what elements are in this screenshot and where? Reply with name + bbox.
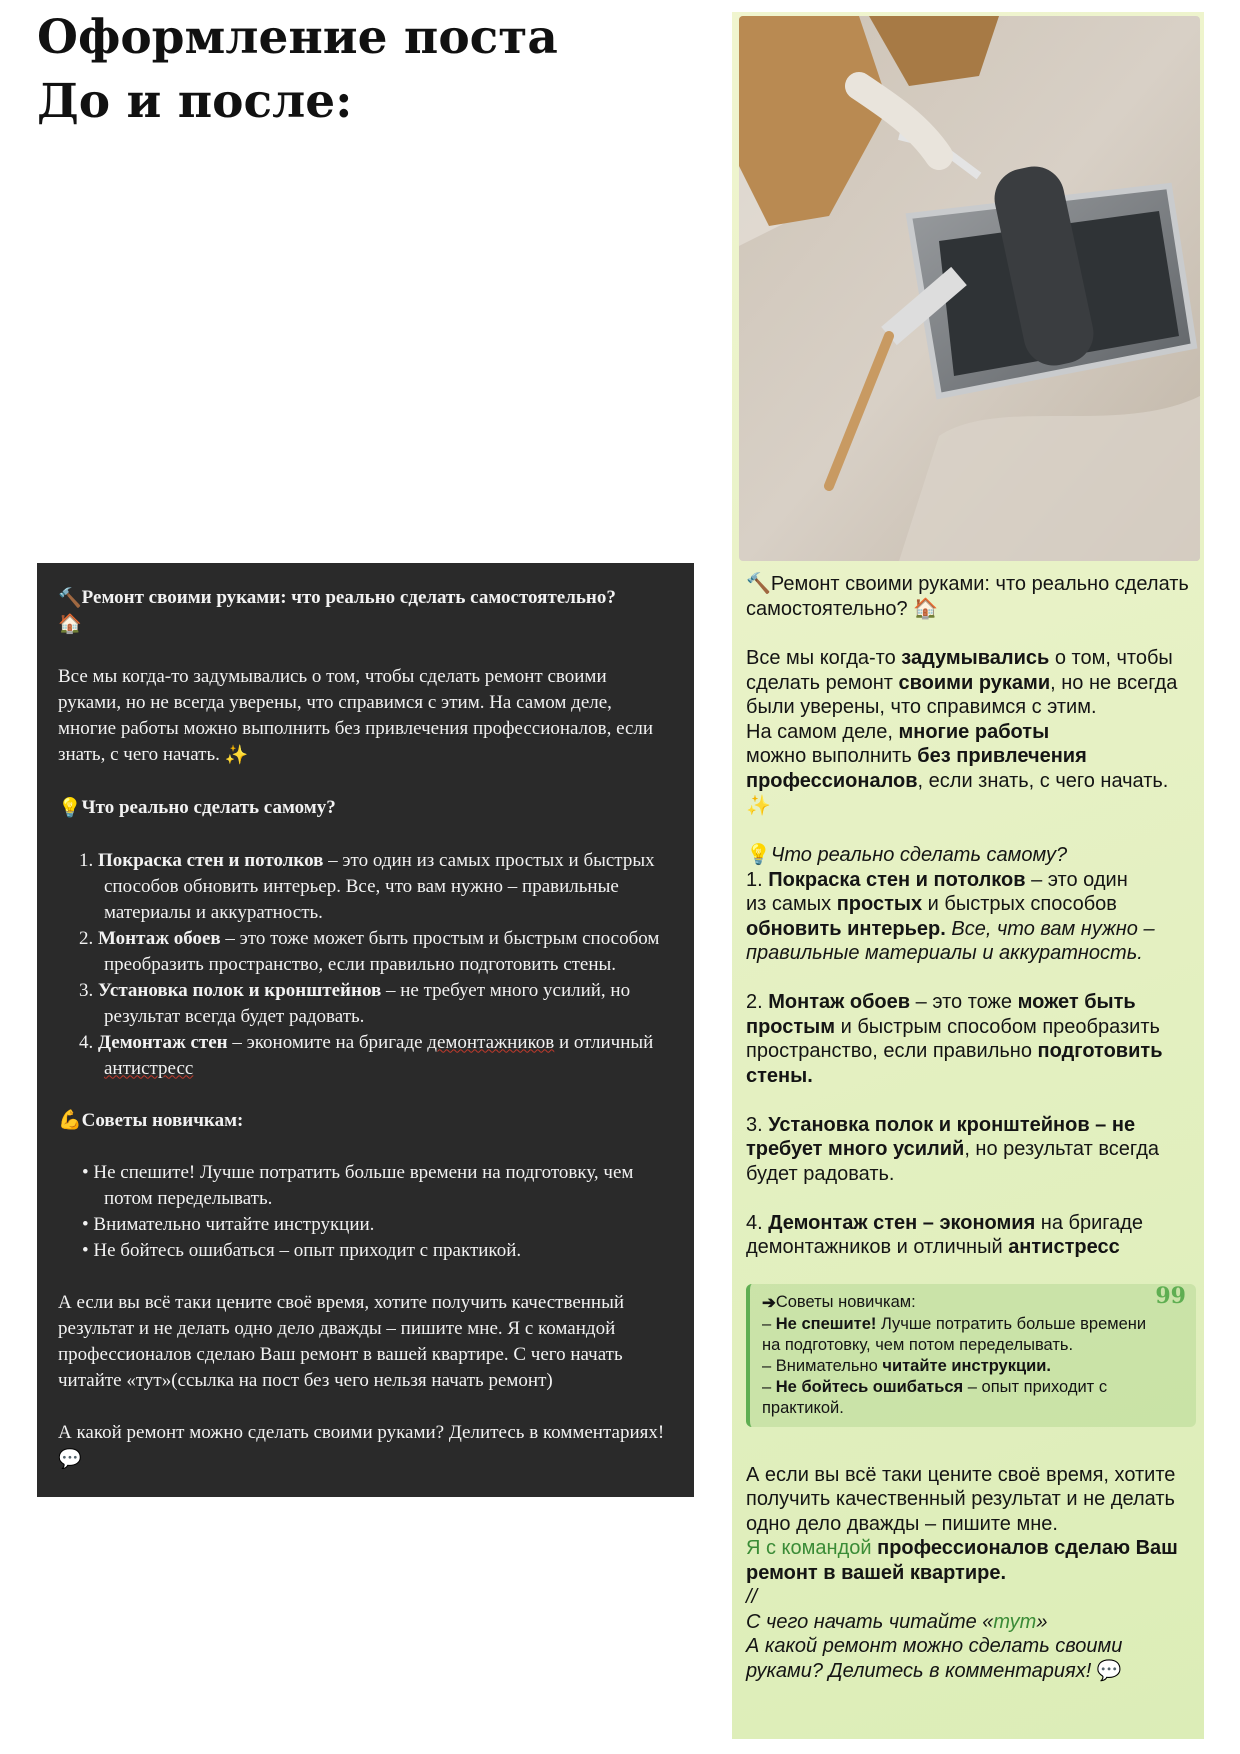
text-segment: С чего начать читайте «: [746, 1610, 994, 1633]
text-segment: – это один из самых простых и быстрых способов обновить интерьер. Все, что вам нужно – правильные материалы и аккуратность.: [104, 849, 655, 923]
paragraph: [746, 646, 1196, 818]
text-segment: Покраска стен и потолков: [98, 849, 324, 871]
title-line-1: Оформление поста: [37, 10, 558, 65]
text-segment: и быстрым способом преобразить пространство, если правильно: [746, 1015, 1160, 1063]
post-before: [37, 563, 694, 1497]
sparkles-icon: ✨: [746, 794, 771, 817]
text-segment: антистресс: [1008, 1236, 1120, 1259]
text-segment: Ремонт своими руками: что реально сделать самостоятельно?: [746, 573, 1189, 620]
text-segment: • Не спешите! Лучше потратить больше времени на подготовку, чем потом переделывать.: [82, 1162, 634, 1210]
text-segment: – не требует много усилий, но результат всегда будет радовать.: [104, 979, 631, 1027]
paragraph: [58, 1420, 674, 1473]
paragraph: [58, 1290, 674, 1394]
text-segment: Что реально сделать самому?: [770, 843, 1068, 866]
paragraph: [58, 585, 674, 638]
text-segment: , если знать, с чего начать.: [917, 769, 1169, 792]
paragraph: [746, 1113, 1196, 1187]
text-segment: –: [762, 1314, 776, 1333]
lightbulb-icon: 💡: [58, 797, 82, 819]
post-after: [732, 12, 1204, 1739]
text-segment: 1.: [746, 868, 769, 891]
text-segment: Не бойтесь ошибаться: [775, 1377, 964, 1396]
paragraph: [746, 1463, 1196, 1684]
text-segment: А какой ремонт можно сделать своими руками? Делитесь в комментариях!: [58, 1422, 665, 1444]
text-segment: своими руками: [898, 671, 1051, 694]
text-segment: 3.: [79, 979, 98, 1001]
text-segment: Демонтаж стен – экономия: [768, 1211, 1036, 1234]
text-segment: Все, что вам нужно – правильные материалы и аккуратность.: [746, 917, 1155, 965]
paragraph: [746, 572, 1196, 622]
text-segment: , но не всегда были уверены, что справимся с этим.: [746, 671, 1178, 719]
text-segment: можно выполнить: [746, 745, 918, 768]
text-segment: 3.: [746, 1113, 769, 1136]
text-segment: может быть простым: [746, 991, 1136, 1038]
text-segment: Советы новичкам:: [81, 1109, 244, 1131]
text-segment: на бригаде демонтажников и отличный: [746, 1211, 1144, 1259]
list-item: [58, 1212, 674, 1238]
text-segment: – экономите на бригаде: [227, 1031, 428, 1053]
speech-bubble-icon: 💬: [1096, 1659, 1122, 1682]
list-item: [58, 1030, 674, 1082]
text-segment: многие работы: [898, 720, 1050, 743]
text-segment: 4.: [79, 1031, 98, 1053]
text-segment: обновить интерьер.: [746, 917, 946, 940]
paragraph: [58, 795, 674, 822]
text-segment: и быстрых способов: [922, 893, 1117, 916]
text-segment: простых: [836, 893, 923, 916]
text-segment: о том, чтобы сделать ремонт: [746, 647, 1173, 694]
paragraph: [58, 1108, 674, 1135]
flexed-biceps-icon: 💪: [58, 1110, 82, 1132]
text-segment: подготовить стены.: [746, 1040, 1163, 1087]
text-segment: –: [762, 1377, 776, 1396]
page-title: [37, 6, 558, 134]
text-segment[interactable]: Я с командой: [746, 1537, 872, 1560]
sparkles-icon: ✨: [224, 744, 249, 766]
post-photo-paint-roller: [739, 16, 1200, 561]
text-segment: Лучше потратить больше времени на подготовку, чем потом переделывать.: [762, 1314, 1147, 1354]
text-segment: Все мы когда-то задумывались о том, чтобы сделать ремонт своими руками, но не всегда уверены, что справимся с этим. На самом деле, многие работы можно выполнить без привлечения профессионалов, если знать, с чего начать.: [58, 666, 654, 766]
text-segment: »: [1036, 1610, 1048, 1633]
text-segment: , но результат всегда будет радовать.: [746, 1138, 1160, 1185]
quote-mark-icon: 99: [1155, 1283, 1186, 1310]
text-segment: Покраска стен и потолков: [768, 868, 1026, 891]
hammer-icon: 🔨: [58, 587, 82, 609]
arrow-right-icon: ➔: [762, 1293, 776, 1312]
text-segment: Монтаж обоев: [768, 991, 911, 1014]
paragraph: [58, 664, 674, 769]
list-item: [58, 978, 674, 1030]
text-segment: без привлечения профессионалов: [746, 745, 1087, 792]
text-segment: 2.: [746, 991, 769, 1014]
text-segment: • Внимательно читайте инструкции.: [82, 1214, 375, 1236]
hammer-icon: 🔨: [746, 573, 771, 596]
text-segment: На самом деле,: [746, 720, 899, 743]
house-icon: 🏠: [58, 614, 82, 636]
text-segment: Советы новичкам:: [775, 1293, 916, 1312]
text-segment: читайте инструкции.: [882, 1356, 1052, 1375]
speech-bubble-icon: 💬: [58, 1448, 82, 1470]
paragraph: [746, 843, 1196, 966]
text-segment: демонтажников: [427, 1031, 555, 1053]
paragraph: [746, 1211, 1196, 1260]
text-segment: Демонтаж стен: [98, 1031, 228, 1053]
text-segment: А если вы всё таки цените своё время, хотите получить качественный результат и не делать одно дело дважды – пишите мне.: [746, 1463, 1176, 1535]
text-segment: Монтаж обоев: [98, 927, 221, 949]
text-segment[interactable]: тут: [993, 1610, 1037, 1633]
bullet-list: [58, 1160, 674, 1264]
text-segment: 4.: [746, 1211, 769, 1234]
text-segment: антистресс: [104, 1057, 194, 1079]
tips-blockquote: [746, 1284, 1196, 1426]
text-segment: – это тоже: [910, 991, 1018, 1014]
house-icon: 🏠: [913, 598, 939, 621]
paragraph: [746, 966, 1196, 991]
text-segment: Ремонт своими руками: что реально сделать самостоятельно?: [81, 587, 616, 608]
list-item: [58, 1238, 674, 1264]
text-segment: – опыт приходит с практикой.: [762, 1377, 1108, 1417]
post-after-text: [746, 572, 1196, 1683]
text-segment: профессионалов сделаю Ваш ремонт в вашей квартире.: [746, 1537, 1178, 1584]
list-item: [58, 1160, 674, 1212]
text-segment: А если вы всё таки цените своё время, хотите получить качественный результат и не делать одно дело дважды – пишите мне. Я с командой профессионалов сделаю Ваш ремонт в вашей квартире. С чего начать читайте «тут»(ссылка на пост без чего нельзя начать ремонт): [58, 1292, 625, 1392]
text-segment: – это тоже может быть простым и быстрым способом преобразить пространство, если правильно подготовить стены.: [104, 927, 660, 975]
list-item: [58, 926, 674, 978]
text-segment: Все мы когда-то: [746, 647, 902, 670]
text-segment: Не спешите!: [775, 1314, 877, 1333]
lightbulb-icon: 💡: [746, 844, 771, 867]
text-segment: • Не бойтесь ошибаться – опыт приходит с практикой.: [82, 1240, 522, 1262]
title-line-2: До и после:: [37, 74, 353, 129]
text-segment: – это один: [1025, 868, 1128, 891]
text-segment: из самых: [746, 893, 837, 916]
text-segment: – Внимательно: [762, 1356, 883, 1375]
list-item: [58, 848, 674, 926]
text-segment: 1.: [79, 849, 98, 871]
numbered-list: [58, 848, 674, 1082]
text-segment: //: [746, 1586, 758, 1609]
text-segment: А какой ремонт можно сделать своими руками? Делитесь в комментариях!: [746, 1635, 1123, 1682]
paragraph: [746, 990, 1196, 1088]
text-segment: задумывались: [901, 647, 1050, 670]
text-segment: Что реально сделать самому?: [81, 796, 336, 818]
text-segment: Установка полок и кронштейнов: [98, 979, 382, 1001]
text-segment: 2.: [79, 927, 98, 949]
text-segment: и отличный: [554, 1031, 654, 1053]
text-segment: Установка полок и кронштейнов – не требует много усилий: [746, 1113, 1136, 1161]
